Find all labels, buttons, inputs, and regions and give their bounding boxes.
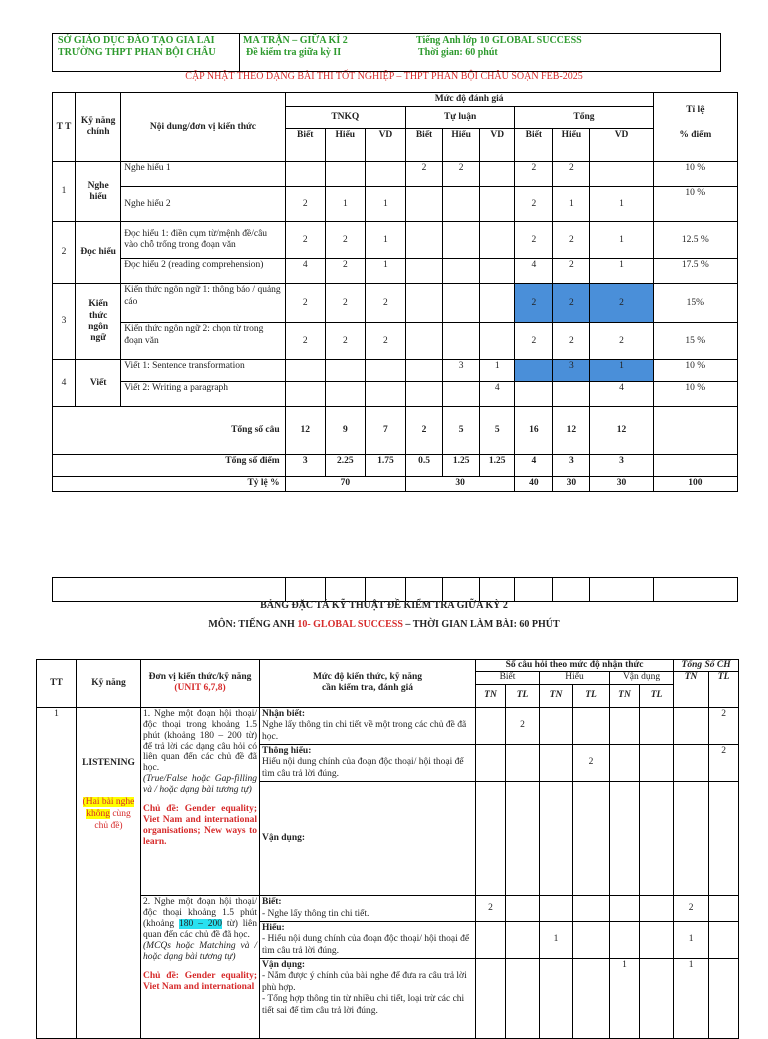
update-note: CẬP NHẬT THEO DẠNG BÀI THI TỐT NGHIỆP – THPT PHAN BỘI CHÂU SOẠN FEB-2025 bbox=[185, 71, 583, 82]
table-row bbox=[53, 187, 738, 222]
row-content: Nghe hiểu 1 bbox=[121, 162, 285, 187]
row-pct: 15% bbox=[653, 284, 737, 323]
cell: 2 bbox=[573, 744, 610, 781]
row-pct: 17.5 % bbox=[653, 259, 737, 284]
col-vd: VD bbox=[480, 129, 515, 162]
cell bbox=[405, 382, 442, 407]
spec-title: BẢNG ĐẶC TẢ KỸ THUẬT ĐỀ KIỂM TRA GIỮA KỲ 2 bbox=[260, 600, 508, 611]
col-unit-label: Đơn vị kiến thức/kỹ năng bbox=[148, 672, 252, 683]
spec-subtitle bbox=[0, 619, 768, 630]
row-pct: 10 % bbox=[653, 187, 737, 222]
cell: 30 bbox=[405, 477, 514, 491]
empty-row-table bbox=[52, 577, 738, 602]
cell: 1 bbox=[480, 360, 515, 382]
row-content: Đọc hiểu 2 (reading comprehension) bbox=[121, 259, 285, 284]
cell: 3 bbox=[443, 360, 480, 382]
dept-name: SỞ GIÁO DỤC ĐÀO TẠO GIA LAI bbox=[58, 35, 215, 46]
col-tl: TL bbox=[709, 672, 739, 707]
unit-2-format: (MCQs hoặc Matching và / hoặc dạng bài tương tự) bbox=[143, 940, 257, 962]
cell bbox=[405, 360, 442, 382]
cell: 0.5 bbox=[405, 455, 442, 477]
cell: 2 bbox=[285, 284, 325, 323]
exam-name: Đề kiểm tra giữa kỳ II bbox=[246, 47, 342, 58]
col-skill: Kỹ năng bbox=[77, 660, 141, 708]
cell: 7 bbox=[365, 407, 405, 455]
cell-highlighted: 2 bbox=[515, 284, 553, 323]
level-label: Biết: bbox=[262, 897, 282, 908]
matrix-title: MA TRẬN – GIỮA KÌ 2 bbox=[243, 35, 348, 46]
table-row bbox=[53, 259, 738, 284]
col-level: Mức độ đánh giá bbox=[285, 93, 653, 107]
row-skill: Kiến thức ngôn ngữ bbox=[76, 284, 121, 360]
row-content: Viết 2: Writing a paragraph bbox=[121, 382, 285, 407]
cell: 5 bbox=[443, 407, 480, 455]
cell: 2 bbox=[590, 323, 653, 360]
cell bbox=[443, 187, 480, 222]
cell bbox=[405, 284, 442, 323]
subject-title: Tiếng Anh lớp 10 GLOBAL SUCCESS bbox=[416, 35, 582, 46]
cell bbox=[405, 259, 442, 284]
cell bbox=[590, 162, 653, 187]
cell: 2 bbox=[709, 744, 739, 781]
cell bbox=[553, 382, 590, 407]
note-part: cùng chủ đề) bbox=[94, 809, 131, 831]
col-vd: VD bbox=[365, 129, 405, 162]
col-tt: T T bbox=[53, 93, 76, 162]
table-row bbox=[53, 284, 738, 323]
col-hieu: Hiểu bbox=[325, 129, 365, 162]
col-ratio: Tỉ lệ bbox=[653, 93, 737, 129]
cell: 5 bbox=[480, 407, 515, 455]
table-row bbox=[37, 896, 739, 922]
col-tn: TN bbox=[540, 684, 573, 707]
cell: 1.25 bbox=[480, 455, 515, 477]
cell: 2 bbox=[405, 162, 442, 187]
cell: 2 bbox=[515, 222, 553, 259]
cell: 2 bbox=[553, 323, 590, 360]
cell bbox=[443, 382, 480, 407]
level-text: - Nắm được ý chính của bài nghe để đưa ra câu trả lời phù hợp. bbox=[262, 971, 467, 993]
cell: 2 bbox=[325, 222, 365, 259]
cell bbox=[285, 360, 325, 382]
row-skill bbox=[77, 707, 141, 1038]
cell-highlighted: 2 bbox=[590, 284, 653, 323]
cell bbox=[405, 323, 442, 360]
cell: 2 bbox=[365, 323, 405, 360]
col-total: Tổng Số CH bbox=[674, 660, 739, 672]
cell: 2 bbox=[515, 162, 553, 187]
unit-2 bbox=[141, 896, 260, 1039]
col-biet: Biết bbox=[405, 129, 442, 162]
unit-1-format: (True/False hoặc Gap-filling và / hoặc dạng bài tương tự) bbox=[143, 774, 257, 796]
unit-1 bbox=[141, 707, 260, 895]
level-label: Thông hiểu: bbox=[262, 745, 312, 756]
table-row bbox=[53, 222, 738, 259]
level-label: Hiểu: bbox=[262, 922, 285, 933]
cell: 16 bbox=[515, 407, 553, 455]
ratio-row bbox=[53, 477, 738, 491]
cell: 3 bbox=[590, 455, 653, 477]
col-tl: TL bbox=[640, 684, 674, 707]
cell bbox=[480, 259, 515, 284]
cell: 2 bbox=[709, 707, 739, 744]
cell: 1 bbox=[590, 187, 653, 222]
cell: 1 bbox=[674, 921, 709, 958]
total-points-row bbox=[53, 455, 738, 477]
col-tn: TN bbox=[610, 684, 640, 707]
row-pct: 10 % bbox=[653, 382, 737, 407]
cell-highlighted bbox=[515, 360, 553, 382]
level-text: - Nghe lấy thông tin chi tiết. bbox=[262, 908, 370, 919]
cell: 2 bbox=[325, 259, 365, 284]
row-content: Nghe hiểu 2 bbox=[121, 187, 285, 222]
level-text: - Tổng hợp thông tin từ nhiều chi tiết, loại trừ các chi tiết sai để tìm câu trả lời đúng. bbox=[262, 994, 465, 1016]
cell: 2 bbox=[476, 896, 506, 922]
cell: 1 bbox=[590, 222, 653, 259]
col-tong: Tổng bbox=[515, 107, 653, 129]
col-tnkq: TNKQ bbox=[285, 107, 405, 129]
cell bbox=[325, 162, 365, 187]
cell: 4 bbox=[285, 259, 325, 284]
row-tt: 3 bbox=[53, 284, 76, 360]
cell: 3 bbox=[285, 455, 325, 477]
school-name: TRƯỜNG THPT PHAN BỘI CHÂU bbox=[58, 47, 216, 58]
total-questions-row bbox=[53, 407, 738, 455]
table-row bbox=[53, 323, 738, 360]
unit-2-text-part: 2. Nghe một đoạn hội thoại/ độc thoại khoảng 1.5 phút (khoảng bbox=[143, 897, 257, 929]
cell: 1 bbox=[540, 921, 573, 958]
subtitle-course: 10- GLOBAL SUCCESS bbox=[297, 619, 403, 630]
cell bbox=[480, 284, 515, 323]
col-ratio-pct: % điểm bbox=[653, 129, 737, 162]
cell bbox=[285, 162, 325, 187]
table-row bbox=[53, 162, 738, 187]
cell: 2 bbox=[674, 896, 709, 922]
col-vandung: Vận dụng bbox=[610, 672, 674, 684]
row-pct: 15 % bbox=[653, 323, 737, 360]
cell bbox=[480, 222, 515, 259]
cell: 100 bbox=[653, 477, 737, 491]
cell: 1 bbox=[590, 259, 653, 284]
cell bbox=[443, 259, 480, 284]
col-hieu: Hiểu bbox=[540, 672, 610, 684]
row-skill: Viết bbox=[76, 360, 121, 407]
cell bbox=[480, 323, 515, 360]
note-part: (Hai bài nghe bbox=[82, 797, 135, 808]
row-content: Kiến thức ngôn ngữ 1: thông báo / quảng cáo bbox=[121, 284, 285, 323]
cell: 1.75 bbox=[365, 455, 405, 477]
cell: 2 bbox=[515, 323, 553, 360]
cell: 12 bbox=[553, 407, 590, 455]
cell bbox=[325, 360, 365, 382]
header-box bbox=[52, 33, 721, 72]
cell bbox=[365, 162, 405, 187]
cell: 30 bbox=[553, 477, 590, 491]
row-content: Đọc hiểu 1: điền cụm từ/mệnh đề/câu vào chỗ trống trong đoạn văn bbox=[121, 222, 285, 259]
cell: 1 bbox=[365, 222, 405, 259]
cell bbox=[405, 187, 442, 222]
total-points-label: Tổng số điểm bbox=[53, 455, 286, 477]
cell: 4 bbox=[590, 382, 653, 407]
row-content: Kiến thức ngôn ngữ 2: chọn từ trong đoạn văn bbox=[121, 323, 285, 360]
duration: Thời gian: 60 phút bbox=[418, 47, 498, 58]
level-application-2 bbox=[260, 959, 476, 1039]
row-skill: Nghe hiểu bbox=[76, 162, 121, 222]
cell bbox=[443, 284, 480, 323]
cell bbox=[480, 187, 515, 222]
cell: 12 bbox=[285, 407, 325, 455]
cell: 9 bbox=[325, 407, 365, 455]
col-hieu: Hiểu bbox=[443, 129, 480, 162]
level-comprehension-2 bbox=[260, 921, 476, 958]
cell: 2 bbox=[553, 259, 590, 284]
cell: 2 bbox=[553, 162, 590, 187]
row-tt: 1 bbox=[53, 162, 76, 222]
cell-highlighted: 3 bbox=[553, 360, 590, 382]
cell: 2 bbox=[285, 187, 325, 222]
cell: 2 bbox=[515, 187, 553, 222]
col-level-line2: cần kiểm tra, đánh giá bbox=[321, 683, 414, 694]
col-tn: TN bbox=[674, 672, 709, 707]
col-unit-range: (UNIT 6,7,8) bbox=[174, 683, 226, 694]
col-unit bbox=[141, 660, 260, 708]
row-skill: Đọc hiểu bbox=[76, 222, 121, 284]
cell: 1 bbox=[610, 959, 640, 1039]
row-pct: 12.5 % bbox=[653, 222, 737, 259]
unit-2-word-count: 180 – 200 bbox=[179, 918, 223, 929]
spec-table bbox=[36, 659, 739, 1039]
table-row bbox=[53, 382, 738, 407]
cell: 2.25 bbox=[325, 455, 365, 477]
col-biet: Biết bbox=[476, 672, 540, 684]
cell: 2 bbox=[325, 323, 365, 360]
ratio-label: Tỷ lệ % bbox=[53, 477, 286, 491]
col-skill: Kỹ năng chính bbox=[76, 93, 121, 162]
col-level-line1: Mức độ kiến thức, kỹ năng bbox=[312, 672, 423, 682]
cell-highlighted: 2 bbox=[553, 284, 590, 323]
cell: 2 bbox=[405, 407, 442, 455]
col-biet: Biết bbox=[515, 129, 553, 162]
cell: 2 bbox=[365, 284, 405, 323]
subtitle-subject: MÔN: TIẾNG ANH bbox=[208, 619, 298, 630]
cell: 1 bbox=[553, 187, 590, 222]
col-tn: TN bbox=[476, 684, 506, 707]
level-recognition-2 bbox=[260, 896, 476, 922]
level-text: Hiểu nội dung chính của đoạn độc thoại/ hội thoại để tìm câu trả lời đúng. bbox=[262, 757, 464, 779]
cell-highlighted: 1 bbox=[590, 360, 653, 382]
cell: 2 bbox=[506, 707, 540, 744]
cell: 1 bbox=[674, 959, 709, 1039]
skill-name: LISTENING bbox=[82, 757, 135, 768]
col-tl: TL bbox=[573, 684, 610, 707]
col-tl: TL bbox=[506, 684, 540, 707]
level-text: Nghe lấy thông tin chi tiết về một trong các chủ đề đã học. bbox=[262, 720, 467, 742]
row-pct: 10 % bbox=[653, 162, 737, 187]
subtitle-time: – THỜI GIAN LÀM BÀI: 60 PHÚT bbox=[402, 619, 560, 630]
cell: 1.25 bbox=[443, 455, 480, 477]
unit-2-text-part: từ) liên quan đến các chủ đề đã học. bbox=[143, 918, 257, 940]
cell: 4 bbox=[480, 382, 515, 407]
cell bbox=[405, 222, 442, 259]
cell: 1 bbox=[365, 259, 405, 284]
cell bbox=[443, 222, 480, 259]
cell bbox=[365, 382, 405, 407]
header-divider bbox=[239, 33, 240, 72]
level-recognition bbox=[260, 707, 476, 744]
level-comprehension bbox=[260, 744, 476, 781]
level-label: Vận dụng: bbox=[262, 960, 306, 971]
cell bbox=[480, 162, 515, 187]
row-pct: 10 % bbox=[653, 360, 737, 382]
cell: 2 bbox=[325, 284, 365, 323]
note-part: không bbox=[86, 809, 110, 820]
cell bbox=[443, 323, 480, 360]
row-content: Viết 1: Sentence transformation bbox=[121, 360, 285, 382]
col-content: Nội dung/đơn vị kiến thức bbox=[121, 93, 285, 162]
row-tt: 1 bbox=[37, 707, 77, 1038]
col-tt: TT bbox=[37, 660, 77, 708]
unit-1-text: 1. Nghe một đoạn hội thoại/ độc thoại trong khoảng 1.5 phút (khoảng 180 – 200 từ) để trả lời các dạng câu hỏi có liên quan đến các chủ đề đã học. bbox=[143, 708, 257, 774]
cell: 2 bbox=[285, 222, 325, 259]
col-hieu: Hiểu bbox=[553, 129, 590, 162]
cell bbox=[285, 382, 325, 407]
cell: 2 bbox=[285, 323, 325, 360]
unit-1-topic: Chủ đề: Gender equality; Viet Nam and international organisations; New ways to learn. bbox=[143, 804, 257, 847]
col-biet: Biết bbox=[285, 129, 325, 162]
cell bbox=[325, 382, 365, 407]
row-tt: 2 bbox=[53, 222, 76, 284]
cell: 1 bbox=[365, 187, 405, 222]
cell: 4 bbox=[515, 455, 553, 477]
level-application: Vận dụng: bbox=[260, 782, 476, 896]
cell: 70 bbox=[285, 477, 405, 491]
cell: 2 bbox=[443, 162, 480, 187]
table-row bbox=[53, 360, 738, 382]
cell bbox=[365, 360, 405, 382]
cell: 40 bbox=[515, 477, 553, 491]
col-level bbox=[260, 660, 476, 708]
cell: 3 bbox=[553, 455, 590, 477]
skill-note bbox=[79, 797, 138, 833]
cell bbox=[515, 382, 553, 407]
unit-2-topic: Chủ đề: Gender equality; Viet Nam and international bbox=[143, 970, 257, 992]
cell: 2 bbox=[553, 222, 590, 259]
col-vd: VD bbox=[590, 129, 653, 162]
cell: 12 bbox=[590, 407, 653, 455]
cell: 4 bbox=[515, 259, 553, 284]
table-row bbox=[37, 707, 739, 744]
col-tuluan: Tự luận bbox=[405, 107, 514, 129]
matrix-table bbox=[52, 92, 738, 492]
level-text: - Hiểu nội dung chính của đoạn độc thoại/ hội thoại để tìm câu trả lời đúng. bbox=[262, 934, 470, 956]
col-count: Số câu hỏi theo mức độ nhận thức bbox=[476, 660, 674, 672]
cell: 30 bbox=[590, 477, 653, 491]
unit-2-text bbox=[143, 897, 257, 941]
total-questions-label: Tổng số câu bbox=[53, 407, 286, 455]
level-label: Nhận biết: bbox=[262, 708, 306, 719]
row-tt: 4 bbox=[53, 360, 76, 407]
cell: 1 bbox=[325, 187, 365, 222]
